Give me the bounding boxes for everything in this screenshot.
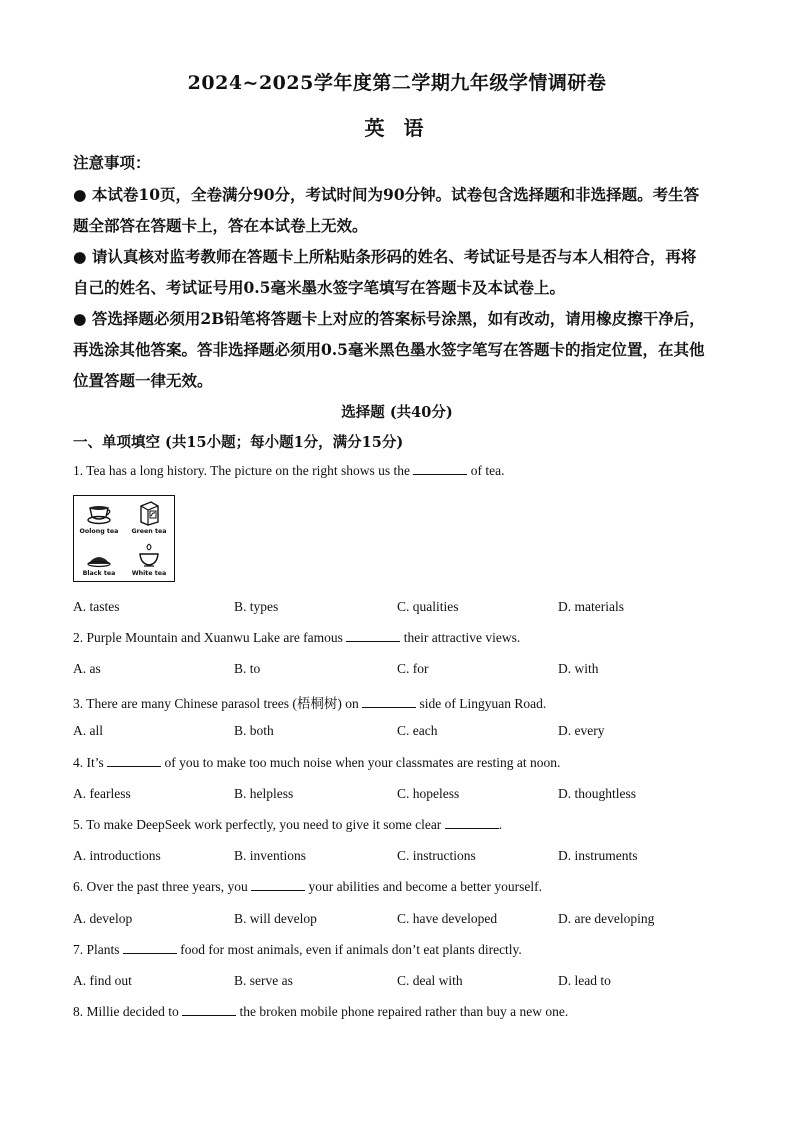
figure-cell	[124, 538, 174, 580]
question-4	[73, 755, 560, 771]
figure-cell	[124, 496, 174, 538]
figure-label: Green tea	[131, 528, 167, 535]
question-3	[73, 692, 546, 712]
option-c: C. each	[397, 723, 438, 738]
option-a: A. fearless	[73, 786, 131, 801]
question-2	[73, 630, 520, 646]
part-title: 一、单项填空 (共15小题；每小题1分，满分15分)	[73, 434, 404, 451]
option-d: D. every	[558, 723, 605, 738]
option-b: B. will develop	[234, 911, 317, 926]
question-1	[73, 463, 504, 479]
exam-title: 2024~2025学年度第二学期九年级学情调研卷	[187, 72, 607, 94]
notice-line: 题全部答在答题卡上，答在本试卷上无效。	[73, 216, 368, 235]
answer-blank	[182, 1004, 236, 1016]
question-5	[73, 817, 502, 833]
notice-line: ● 答选择题必须用2B铅笔将答题卡上对应的答案标号涂黑，如有改动，请用橡皮擦干净后，	[73, 309, 705, 328]
notice-line: 位置答题一律无效。	[73, 371, 213, 390]
question-text: of you to make too much noise when your classmates are resting at noon.	[164, 755, 561, 770]
option-c: C. hopeless	[397, 786, 460, 801]
answer-blank	[445, 817, 499, 829]
figure-cell	[74, 496, 124, 538]
question-text: their attractive views.	[403, 630, 521, 645]
option-d: D. materials	[558, 599, 624, 614]
question-text: 2. Purple Mountain and Xuanwu Lake are famous	[73, 630, 343, 645]
figure-cell	[74, 538, 124, 580]
question-8	[73, 1004, 568, 1020]
question-text: side of Lingyuan Road.	[419, 696, 547, 711]
option-d: D. with	[558, 661, 599, 676]
tea-types-figure	[73, 495, 175, 582]
option-a: A. all	[73, 723, 103, 738]
question-text: 6. Over the past three years, you	[73, 879, 248, 894]
question-text: .	[498, 817, 503, 832]
option-b: B. to	[234, 661, 261, 676]
option-a: A. tastes	[73, 599, 120, 614]
option-a: A. as	[73, 661, 101, 676]
option-b: B. helpless	[234, 786, 294, 801]
option-d: D. instruments	[558, 848, 638, 863]
subject-title: 英 语	[364, 116, 430, 140]
figure-label: Oolong tea	[79, 528, 119, 535]
option-b: B. types	[234, 599, 279, 614]
figure-label: Black tea	[82, 570, 116, 577]
question-6	[73, 879, 542, 895]
notice-line: 再选涂其他答案。答非选择题必须用0.5毫米黑色墨水签字笔写在答题卡的指定位置，在其他	[73, 340, 705, 359]
option-b: B. serve as	[234, 973, 293, 988]
notice-line: ● 本试卷10页，全卷满分90分，考试时间为90分钟。试卷包含选择题和非选择题。考生答	[73, 185, 700, 204]
answer-blank	[107, 755, 161, 767]
option-a: A. develop	[73, 911, 133, 926]
question-text: 3. There are many Chinese parasol trees (梧桐树) on	[73, 696, 359, 711]
option-d: D. lead to	[558, 973, 611, 988]
question-7	[73, 942, 522, 958]
option-a: A. introductions	[73, 848, 161, 863]
notice-line: ● 请认真核对监考教师在答题卡上所粘贴条形码的姓名、考试证号是否与本人相符合，再将	[73, 247, 697, 266]
question-text: 7. Plants	[73, 942, 120, 957]
tea-package-icon	[137, 500, 161, 526]
section-title: 选择题 (共40分)	[341, 404, 453, 421]
question-text: your abilities and become a better yourself.	[308, 879, 542, 894]
figure-label: White tea	[131, 570, 167, 577]
option-c: C. have developed	[397, 911, 498, 926]
option-c: C. for	[397, 661, 429, 676]
tea-leaves-pile-icon	[87, 542, 111, 568]
question-text: 5. To make DeepSeek work perfectly, you need to give it some clear	[73, 817, 442, 832]
question-text: 8. Millie decided to	[73, 1004, 179, 1019]
question-text: of tea.	[470, 463, 505, 478]
option-d: D. thoughtless	[558, 786, 637, 801]
notice-heading: 注意事项：	[73, 153, 151, 172]
answer-blank	[251, 879, 305, 891]
notice-line: 自己的姓名、考试证号用0.5毫米墨水签字笔填写在答题卡及本试卷上。	[73, 278, 565, 297]
question-text: the broken mobile phone repaired rather than buy a new one.	[239, 1004, 569, 1019]
option-c: C. deal with	[397, 973, 463, 988]
option-b: B. both	[234, 723, 274, 738]
answer-blank	[362, 696, 416, 708]
tea-bowl-icon	[137, 542, 161, 568]
answer-blank	[123, 942, 177, 954]
option-a: A. find out	[73, 973, 132, 988]
option-d: D. are developing	[558, 911, 655, 926]
option-c: C. instructions	[397, 848, 476, 863]
question-text: 1. Tea has a long history. The picture on the right shows us the	[73, 463, 410, 478]
option-c: C. qualities	[397, 599, 459, 614]
question-text: 4. It’s	[73, 755, 104, 770]
answer-blank	[413, 463, 467, 475]
question-text: food for most animals, even if animals don’t eat plants directly.	[180, 942, 522, 957]
tea-cup-icon	[87, 500, 111, 526]
option-b: B. inventions	[234, 848, 307, 863]
answer-blank	[346, 630, 400, 642]
